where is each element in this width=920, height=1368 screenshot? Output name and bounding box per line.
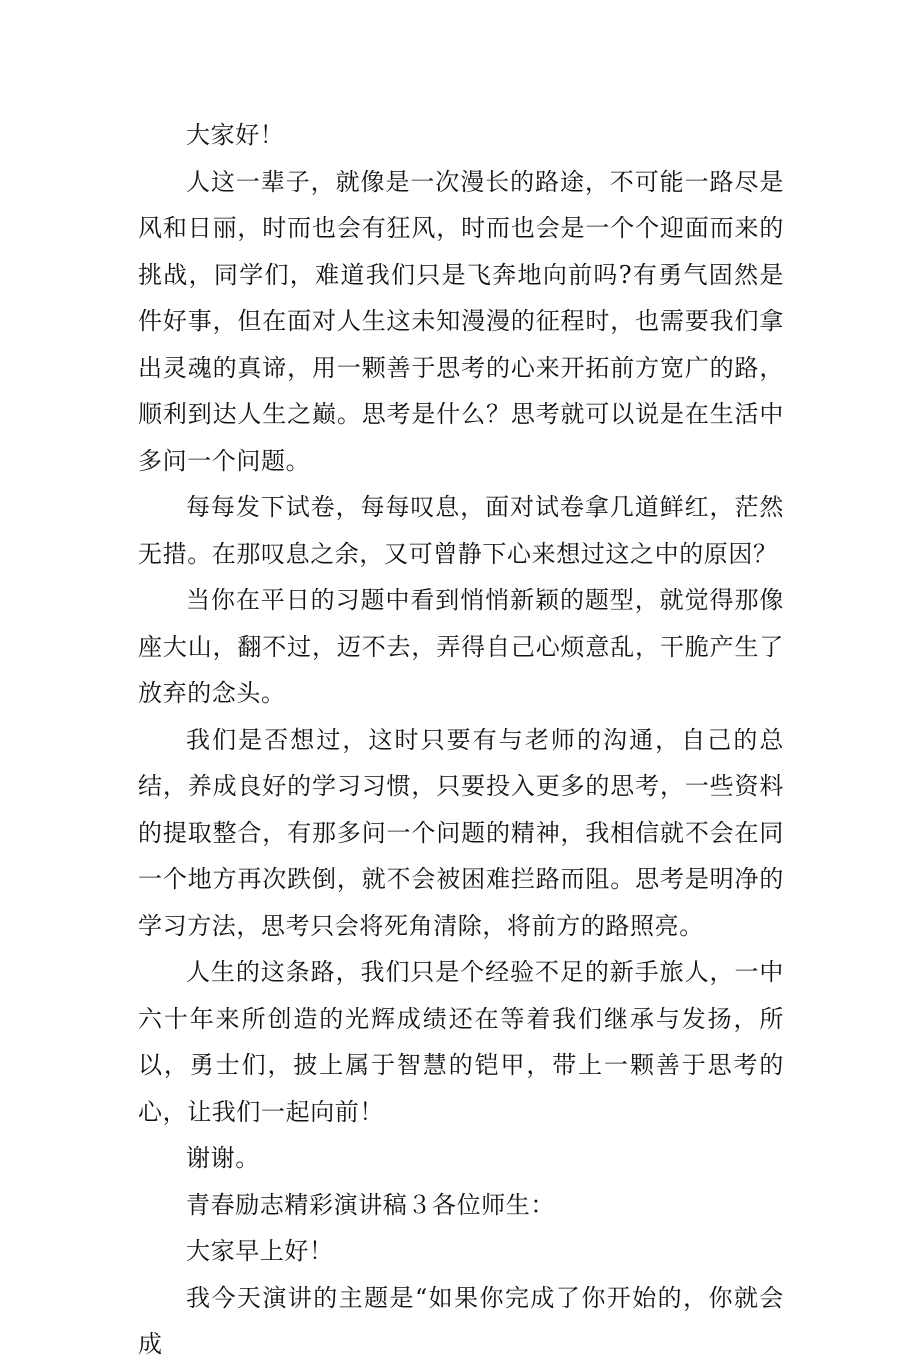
paragraph-morning-greeting: 大家早上好！ bbox=[186, 1237, 334, 1265]
paragraph-thanks: 谢谢。 bbox=[186, 1144, 260, 1172]
paragraph-speech-topic: 我今天演讲的主题是“如果你完成了你开始的，你就会成 bbox=[138, 1283, 784, 1358]
paragraph-greeting: 大家好！ bbox=[186, 121, 285, 149]
paragraph-exam-papers: 每每发下试卷，每每叹息，面对试卷拿几道鲜红，茫然无措。在那叹息之余，又可曾静下心来想过这之中的原因？ bbox=[138, 493, 784, 568]
paragraph-new-problems: 当你在平日的习题中看到悄悄新颖的题型，就觉得那像座大山，翻不过，迈不去，弄得自己心烦意乱，干脆产生了放弃的念头。 bbox=[138, 586, 784, 707]
paragraph-speech-heading: 青春励志精彩演讲稿３各位师生： bbox=[186, 1190, 555, 1219]
paragraph-life-road: 人生的这条路，我们只是个经验不足的新手旅人，一中六十年来所创造的光辉成绩还在等着我们继承与发扬，所以，勇士们，披上属于智慧的铠甲，带上一颗善于思考的心，让我们一起向前！ bbox=[138, 958, 784, 1126]
paragraph-communication: 我们是否想过，这时只要有与老师的沟通，自己的总结，养成良好的学习习惯，只要投入更多的思考，一些资料的提取整合，有那多问一个问题的精神，我相信就不会在同一个地方再次跌倒，就不会被困难拦路而阻。思考是明净的学习方法，思考只会将死角清除，将前方的路照亮。 bbox=[138, 725, 784, 940]
paragraph-life-journey: 人这一辈子，就像是一次漫长的路途，不可能一路尽是风和日丽，时而也会有狂风，时而也会是一个个迎面而来的挑战，同学们，难道我们只是飞奔地向前吗?有勇气固然是件好事，但在面对人生这未知漫漫的征程时，也需要我们拿出灵魂的真谛，用一颗善于思考的心来开拓前方宽广的路，顺利到达人生之巅。思考是什么？思考就可以说是在生活中多问一个问题。 bbox=[138, 167, 784, 475]
document-body bbox=[138, 112, 784, 1368]
